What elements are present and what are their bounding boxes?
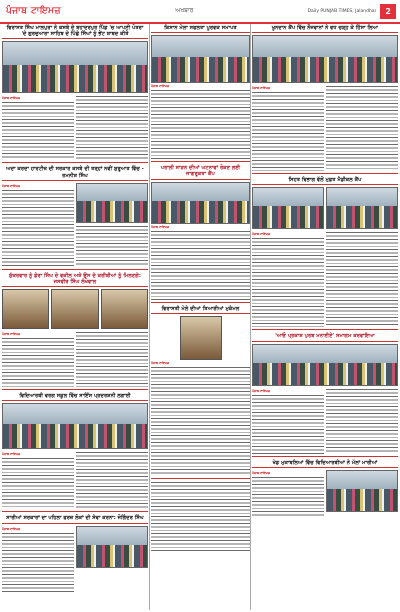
article-body: [76, 331, 148, 387]
article-photo: [326, 470, 398, 512]
article-body: [151, 230, 250, 300]
article-photo: [252, 187, 324, 229]
article-body: [2, 457, 74, 509]
article-body: [2, 337, 74, 387]
article-byline: ਪੰਜਾਬ ਟਾਇਮਜ਼: [252, 388, 271, 393]
article-byline: ਪੰਜਾਬ ਟਾਇਮਜ਼: [252, 470, 271, 475]
article-headline: ਪਰਾਲੀ ਸਾੜਨ ਦੀਆਂ ਘਟਨਾਵਾਂ ਰੋਕਣ ਲਈ ਜਾਗਰੂਕਤਾ ਕੈਂਪ: [151, 164, 250, 179]
article-body: [326, 85, 398, 171]
article-body: [252, 394, 324, 454]
article-body: [76, 225, 148, 265]
portrait-photo: [2, 289, 49, 329]
portrait-photo: [51, 289, 98, 329]
section-label: ਅਖਬਾਰ: [175, 7, 194, 14]
article-body: [2, 189, 74, 267]
article-photo: [252, 344, 398, 386]
article-photo: [326, 187, 398, 229]
article-photo: [76, 526, 148, 568]
article-byline: ਪੰਜਾਬ ਟਾਇਮਜ਼: [252, 86, 271, 91]
article-byline: ਪੰਜਾਬ ਟਾਇਮਜ਼: [2, 332, 21, 337]
article-headline: 'ਆਓ ਪ੍ਰਕਾਸ਼ ਪੁਰਬ ਮਨਾਈਏ' ਸਮਾਗਮ ਕਰਵਾਇਆ: [252, 332, 398, 341]
article-body: [76, 451, 148, 509]
article-body: [252, 237, 324, 327]
article-byline: ਪੰਜਾਬ ਟਾਇਮਜ਼: [151, 224, 170, 229]
column-left: [2, 24, 148, 610]
article-photo: [252, 35, 398, 83]
column-middle: [151, 24, 250, 610]
article-body: [151, 89, 250, 159]
article-body: [2, 101, 74, 159]
article-headline: ਵਿਰਾਸਤੀ ਮੇਲੇ ਦੀਆਂ ਤਿਆਰੀਆਂ ਮੁਕੰਮਲ: [151, 305, 250, 314]
article-headline: ਸ਼ੁੱਕਰਵਾਰ ਨੂੰ ਡੇਰਾ ਸਿੰਘ ਦੇ ਵਕੀਲ ਅਤੇ ਉਸ ਦੇ ਕਰੀਬੀਆਂ ਨੂੰ ਮਿਲਣਗੇ: ਜਸਵੀਰ ਸਿੰਘ ਲੱਖੋਵਾਲ: [2, 272, 148, 287]
article-headline: ਅਦਾ ਕਰਦਾ ਹਾਰਟੀਜ਼ ਦੀ ਸਰਕਾਰ ਕਸਬੇ ਦੀ ਤਰ੍ਹਾਂ ਨਵੀਂ ਸ਼ੁਰੂਆਤ ਵਿੱਚ - ਰਮਨੀਸ਼ ਸਿੰਘ: [2, 165, 148, 180]
article-body: [326, 231, 398, 327]
article-body: [252, 91, 324, 171]
article-byline: ਪੰਜਾਬ ਟਾਇਮਜ਼: [151, 360, 170, 365]
article-byline: ਪੰਜਾਬ ਟਾਇਮਜ਼: [252, 232, 271, 237]
article-body: [151, 366, 250, 476]
article-body: [151, 481, 250, 551]
article-headline: ਕਿਸਾਨ ਮੇਲਾ ਸਫਲਤਾ ਪੂਰਵਕ ਸਮਾਪਤ: [151, 24, 250, 33]
article-headline: ਖੂਨਦਾਨ ਕੈਂਪ ਵਿੱਚ ਨੌਜਵਾਨਾਂ ਨੇ ਵਧ ਚੜ੍ਹ ਕੇ ਹਿੱਸਾ ਲਿਆ: [252, 24, 398, 33]
article-byline: ਪੰਜਾਬ ਟਾਇਮਜ਼: [151, 84, 170, 89]
article-body: [76, 95, 148, 160]
article-body: [252, 476, 324, 516]
article-photo: [2, 403, 148, 449]
article-byline: ਪੰਜਾਬ ਟਾਇਮਜ਼: [2, 183, 21, 188]
page-number: 2: [380, 4, 396, 19]
article-byline: ਪੰਜਾਬ ਟਾਇਮਜ਼: [2, 526, 21, 531]
article-photo: [2, 41, 148, 93]
article-byline: ਪੰਜਾਬ ਟਾਇਮਜ਼: [2, 96, 21, 101]
masthead: [0, 0, 400, 24]
article-body: [326, 388, 398, 454]
article-headline: ਵਿਦਿਆਰਥੀ ਵਰਗ ਸਕੂਲ ਵਿੱਚ ਸਾਇੰਸ ਪ੍ਰਦਰਸ਼ਨੀ ਲਗਾਈ: [2, 392, 148, 401]
portrait-photo: [101, 289, 148, 329]
article-headline: ਸਿਹਤ ਵਿਭਾਗ ਵੱਲੋਂ ਮੁਫ਼ਤ ਮੈਡੀਕਲ ਕੈਂਪ: [252, 176, 398, 185]
column-right: [252, 24, 398, 610]
article-photo: [151, 35, 250, 83]
article-body: [2, 532, 74, 592]
article-photo: [151, 182, 250, 224]
article-byline: ਪੰਜਾਬ ਟਾਇਮਜ਼: [2, 452, 21, 457]
newspaper-logo: ਪੰਜਾਬ ਟਾਇਮਜ਼: [6, 6, 61, 16]
article-headline: ਵਿਰਾਸਤ ਸਿੰਘ ਮਾਲਪੁਰਾ ਨੇ ਕਸਬੇ ਦੇ ਬਹਾਦਰਪੁਰ ਪਿੰਡ 'ਚ ਆਪਣੀ ਪੋਤਰਾ 'ਦੇ ਗੁਰਦੁਆਰਾ ਸਾਹਿਬ ਦੇ ਪਿੱਛੇ ਸਿੰਘਾਂ ਨੂੰ ਭੇਂਟ ਸ਼ਾਬਦ ਕੀਤੇ: [2, 24, 148, 39]
column-divider: [250, 24, 251, 610]
article-headline: ਖੇਡ ਮੁਕਾਬਲਿਆਂ ਵਿੱਚ ਵਿਦਿਆਰਥੀਆਂ ਨੇ ਮੱਲਾਂ ਮਾਰੀਆਂ: [252, 459, 398, 468]
column-divider: [149, 24, 150, 610]
masthead-info: Daily PUNJAB TIMES, Jalandhar: [307, 8, 377, 14]
article-photo: [76, 183, 148, 223]
article-headline: ਸਾਰੀਆਂ ਸਰਕਾਰਾਂ ਦਾ ਪਹਿਲਾ ਫਰਜ਼ ਲੋਕਾਂ ਦੀ ਸੇਵਾ ਕਰਨਾ: ਜੋਗਿੰਦਰ ਸਿੰਘ: [2, 514, 148, 523]
portrait-photo: [180, 316, 222, 360]
